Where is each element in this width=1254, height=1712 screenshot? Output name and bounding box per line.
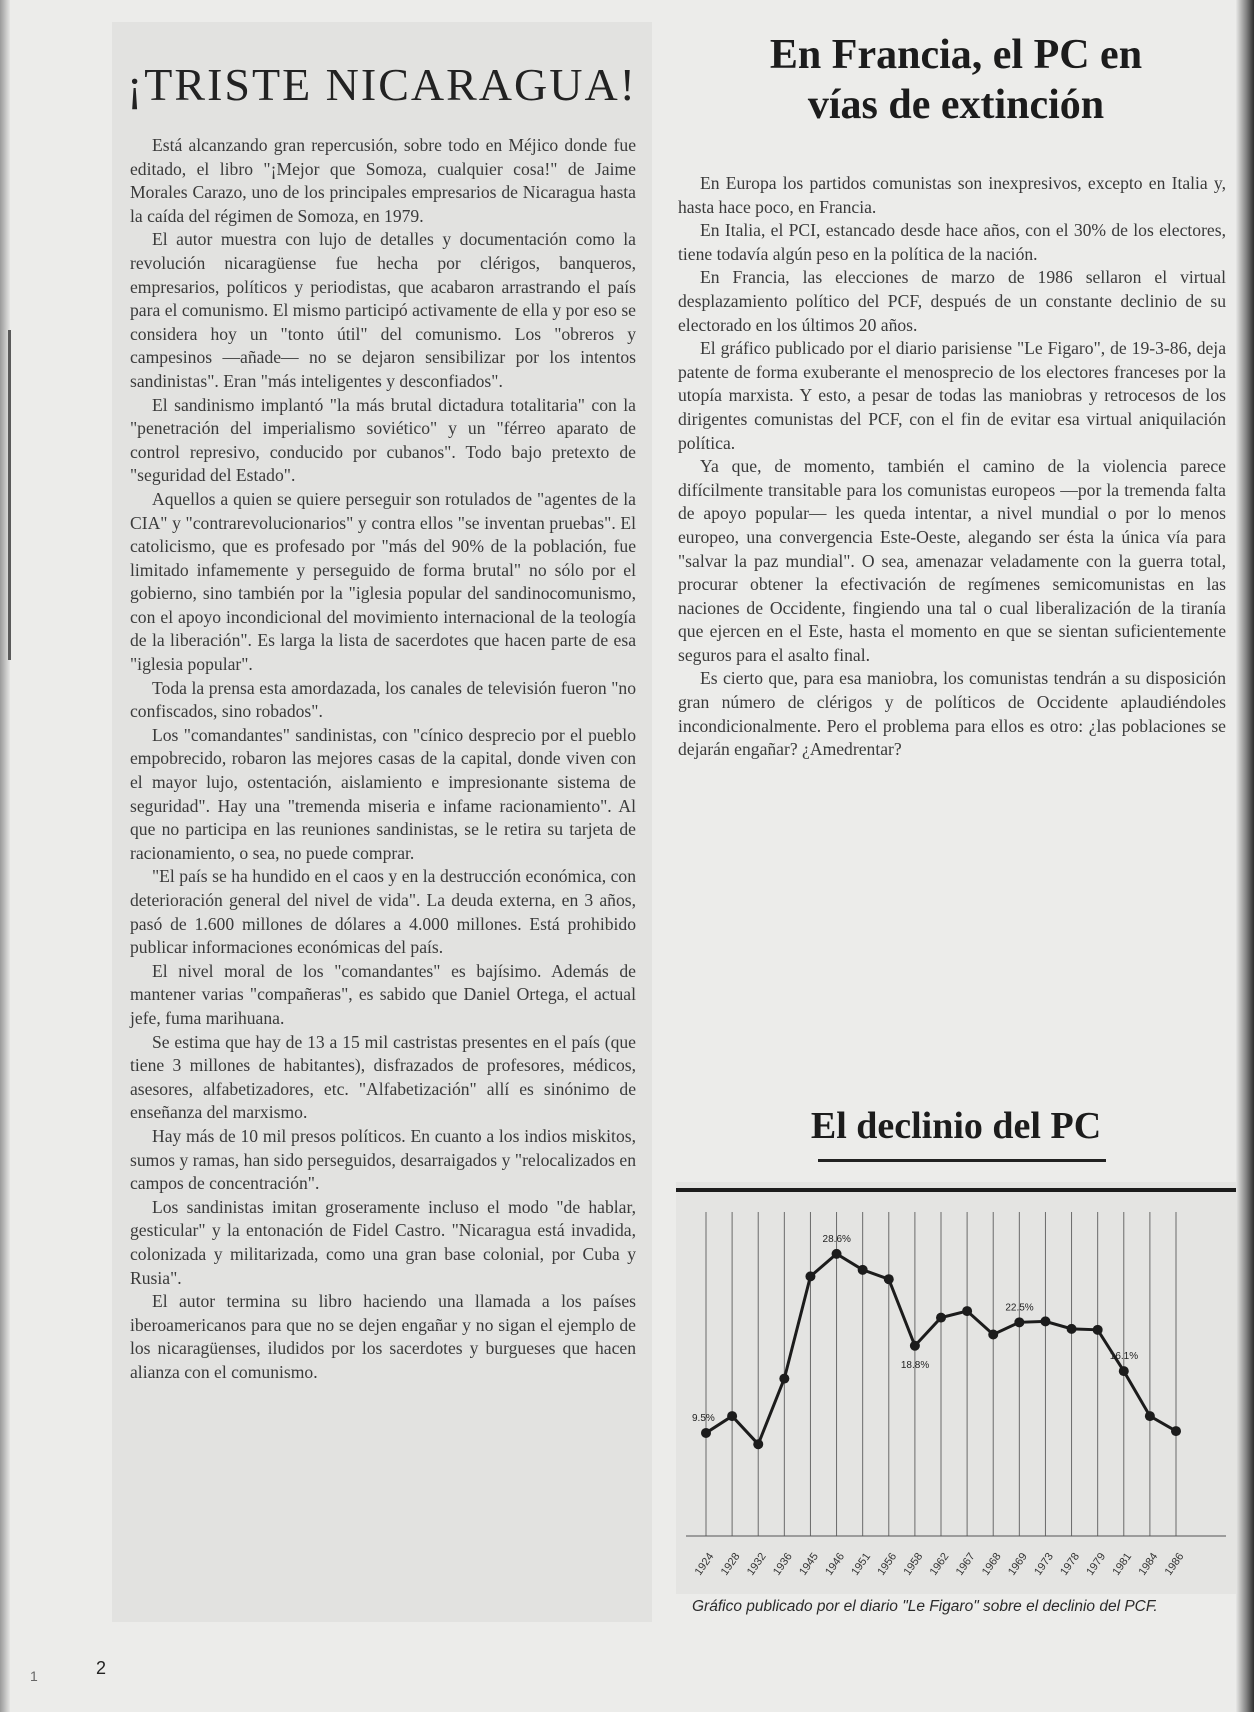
x-tick-label: 1978	[1058, 1550, 1083, 1578]
data-point	[1067, 1324, 1077, 1334]
data-point	[988, 1330, 998, 1340]
paragraph: Los "comandantes" sandinistas, con "cínico desprecio por el pueblo empobrecido, robaron las mejores casas de la capital, donde viven con el mayor lujo, ostentación, aislamiento e impresionante sistema de seguridad". Hay una "tremenda miseria e infame racionamiento". Al que no participa en las reuniones sandinistas, se le retira su tarjeta de racionamiento, o sea, no puede comprar.	[130, 724, 636, 863]
data-point	[1040, 1316, 1050, 1326]
paragraph: El autor muestra con lujo de detalles y documentación como la revolución nicaragüense fue hecha por clérigos, banqueros, empresarios, políticos y periodistas, que acabaron arrastrando el país para el comunismo. El mismo participó activamente de ella y por eso se considera hoy un "tonto útil" del comunismo. Los "obreros y campesinos —añade— no se dejaron sensibilizar por los intentos sandinistas". Eran "más inteligentes y desconfiados".	[130, 229, 636, 391]
data-point	[805, 1271, 815, 1281]
page-number: 2	[96, 1658, 107, 1678]
paragraph: Hay más de 10 mil presos políticos. En cuanto a los indios miskitos, sumos y ramas, han sido perseguidos, desarraigados y "relocalizados en campos de concentración".	[130, 1125, 636, 1194]
x-tick-label: 1986	[1162, 1550, 1187, 1578]
margin-line	[8, 330, 11, 660]
data-point	[1119, 1366, 1129, 1376]
data-point	[884, 1274, 894, 1284]
paragraph: Es cierto que, para esa maniobra, los comunistas tendrán a su disposición gran número de clérigos y de políticos de Occidente aplaudiéndoles incondicionalmente. Pero el problema para ellos es otro: ¿las poblaciones se dejarán engañar? ¿Amedrentar?	[678, 668, 1226, 760]
data-point	[910, 1341, 920, 1351]
paragraph: El autor termina su libro haciendo una llamada a los países iberoamericanos para que no se dejen engañar y no sigan el ejemplo de los nicaragüenses, iludidos por los sacerdotes y burgueses que hacen alianza con el comunismo.	[130, 1291, 636, 1382]
paragraph: Aquellos a quien se quiere perseguir son rotulados de "agentes de la CIA" y "contrarevolucionarios" y contra ellos "se inventan pruebas". El catolicismo, que es profesado por "más del 90% de la población, fue limitado infamemente y perseguido de forma brutal" no sólo por el gobierno, sino también por la "iglesia popular del sandinocomunismo, con el apoyo incondicional del movimiento internacional de la teología de la liberación". Es larga la lista de sacerdotes que hacen parte de esa "iglesia popular".	[130, 488, 636, 675]
paragraph: El gráfico publicado por el diario parisiense "Le Figaro", de 19-3-86, deja patente de forma exuberante el menosprecio de los electores franceses por la utopía marxista. Y esto, a pesar de todas las maniobras y retrocesos de los dirigentes comunistas del PCF, con el fin de evitar esa virtual aniquilación política.	[678, 338, 1226, 453]
data-point	[1014, 1317, 1024, 1327]
data-point	[832, 1249, 842, 1259]
x-tick-label: 1945	[797, 1550, 821, 1578]
x-tick-label: 1981	[1110, 1550, 1135, 1578]
data-label: 18.8%	[900, 1359, 930, 1371]
right-article-title	[676, 30, 1236, 130]
left-article	[112, 22, 652, 1622]
x-tick-label: 1967	[953, 1550, 978, 1578]
chart-background	[676, 1182, 1236, 1594]
paragraph: En Italia, el PCI, estancado desde hace años, con el 30% de los electores, tiene todavía algún peso en la política de la nación.	[678, 220, 1226, 264]
data-point	[936, 1313, 946, 1323]
paragraph: Ya que, de momento, también el camino de la violencia parece difícilmente transitable para los comunistas europeos —por la tremenda falta de apoyo popular— les queda intentar, a nivel mundial o por lo menos europeo, una convergencia Este-Oeste, alegando ser ésta la única vía para "salvar la paz mundial". O sea, amenazar veladamente con la guerra total, procurar obtener la efectivación de regímenes semicomunistas en las naciones de Occidente, fingiendo una tal o cual liberalización de la tiranía que ejercen en el Este, hasta el momento en que se sientan suficientemente seguros para el asalto final.	[678, 456, 1226, 665]
paragraph: "El país se ha hundido en el caos y en la destrucción económica, con deterioración general del nivel de vida". La deuda externa, en 3 años, pasó de 1.600 millones de dólares a 4.000 millones. Está prohibido publicar informaciones económicas del país.	[130, 866, 636, 958]
x-tick-label: 1969	[1005, 1550, 1030, 1578]
paragraph: En Francia, las elecciones de marzo de 1986 sellaron el virtual desplazamiento político del PCF, después de un constante declinio de su electorado en los últimos 20 años.	[678, 267, 1226, 335]
data-label: 22.5%	[1005, 1302, 1034, 1314]
data-label: 28.6%	[822, 1233, 851, 1245]
data-point	[1171, 1426, 1181, 1436]
paragraph: El nivel moral de los "comandantes" es bajísimo. Además de mantener varias "compañeras", es sabido que Daniel Ortega, el actual jefe, fuma marihuana.	[130, 960, 636, 1028]
x-tick-label: 1946	[823, 1550, 848, 1578]
x-tick-label: 1936	[770, 1550, 795, 1578]
left-article-body	[130, 134, 636, 1384]
data-point	[779, 1374, 789, 1384]
chart-section-title: El declinio del PC	[810, 1105, 1102, 1147]
chart-container	[676, 1182, 1236, 1594]
right-title-line-1: En Francia, el PC en	[769, 32, 1143, 78]
right-article-body	[678, 172, 1226, 762]
page-edge-left	[0, 0, 10, 1712]
data-point	[858, 1265, 868, 1275]
paragraph: Está alcanzando gran repercusión, sobre todo en Méjico donde fue editado, el libro "¡Mejor que Somoza, cualquier cosa!" de Jaime Morales Carazo, uno de los principales empresarios de Nicaragua hasta la caída del régimen de Somoza, en 1979.	[130, 135, 636, 226]
data-point	[727, 1411, 737, 1421]
data-label: 9.5%	[692, 1412, 715, 1424]
paragraph: Toda la prensa esta amordazada, los canales de televisión fueron "no confiscados, sino robados".	[130, 677, 636, 722]
data-point	[701, 1428, 711, 1438]
x-tick-label: 1973	[1032, 1550, 1056, 1578]
x-tick-label: 1928	[718, 1550, 743, 1578]
paragraph: El sandinismo implantó "la más brutal dictadura totalitaria" con la "penetración del imperialismo soviético" y un "férreo aparato de control represivo, conducido por cubanos". Todo bajo pretexto de "seguridad del Estado".	[130, 394, 636, 486]
x-tick-label: 1968	[979, 1550, 1004, 1578]
data-point	[1145, 1411, 1155, 1421]
chart-caption: Gráfico publicado por el diario "Le Figaro" sobre el declinio del PCF.	[692, 1598, 1158, 1615]
x-tick-label: 1984	[1136, 1550, 1161, 1578]
x-tick-label: 1924	[692, 1550, 717, 1578]
x-tick-label: 1958	[901, 1550, 926, 1578]
data-point	[962, 1306, 972, 1316]
x-tick-label: 1951	[849, 1550, 874, 1578]
x-tick-label: 1956	[875, 1550, 900, 1578]
x-tick-label: 1962	[927, 1550, 952, 1578]
decline-chart	[676, 1182, 1236, 1594]
data-point	[1093, 1325, 1103, 1335]
data-label: 16.1%	[1109, 1351, 1139, 1363]
left-article-title: ¡TRISTE NICARAGUA!	[126, 59, 637, 110]
x-tick-label: 1932	[744, 1550, 769, 1578]
corner-mark: 1	[30, 1668, 38, 1684]
paragraph: En Europa los partidos comunistas son inexpresivos, excepto en Italia y, hasta hace poco, en Francia.	[678, 173, 1226, 217]
data-point	[753, 1439, 763, 1449]
paragraph: Los sandinistas imitan groseramente incluso el modo "de hablar, gesticular" y la entonación de Fidel Castro. "Nicaragua está invadida, colonizada y militarizada, como una gran base colonial, por Cuba y Rusia".	[130, 1196, 636, 1288]
section-title-rule	[818, 1159, 1106, 1162]
page-edge-right	[1236, 0, 1254, 1712]
right-title-line-2: vías de extinción	[807, 82, 1105, 128]
paragraph: Se estima que hay de 13 a 15 mil castristas presentes en el país (que tiene 3 millones de habitantes), disfrazados de profesores, médicos, asesores, alfabetizadores, etc. "Alfabetización" allí es sinónimo de enseñanza del marxismo.	[130, 1031, 636, 1123]
x-tick-label: 1979	[1084, 1550, 1109, 1578]
